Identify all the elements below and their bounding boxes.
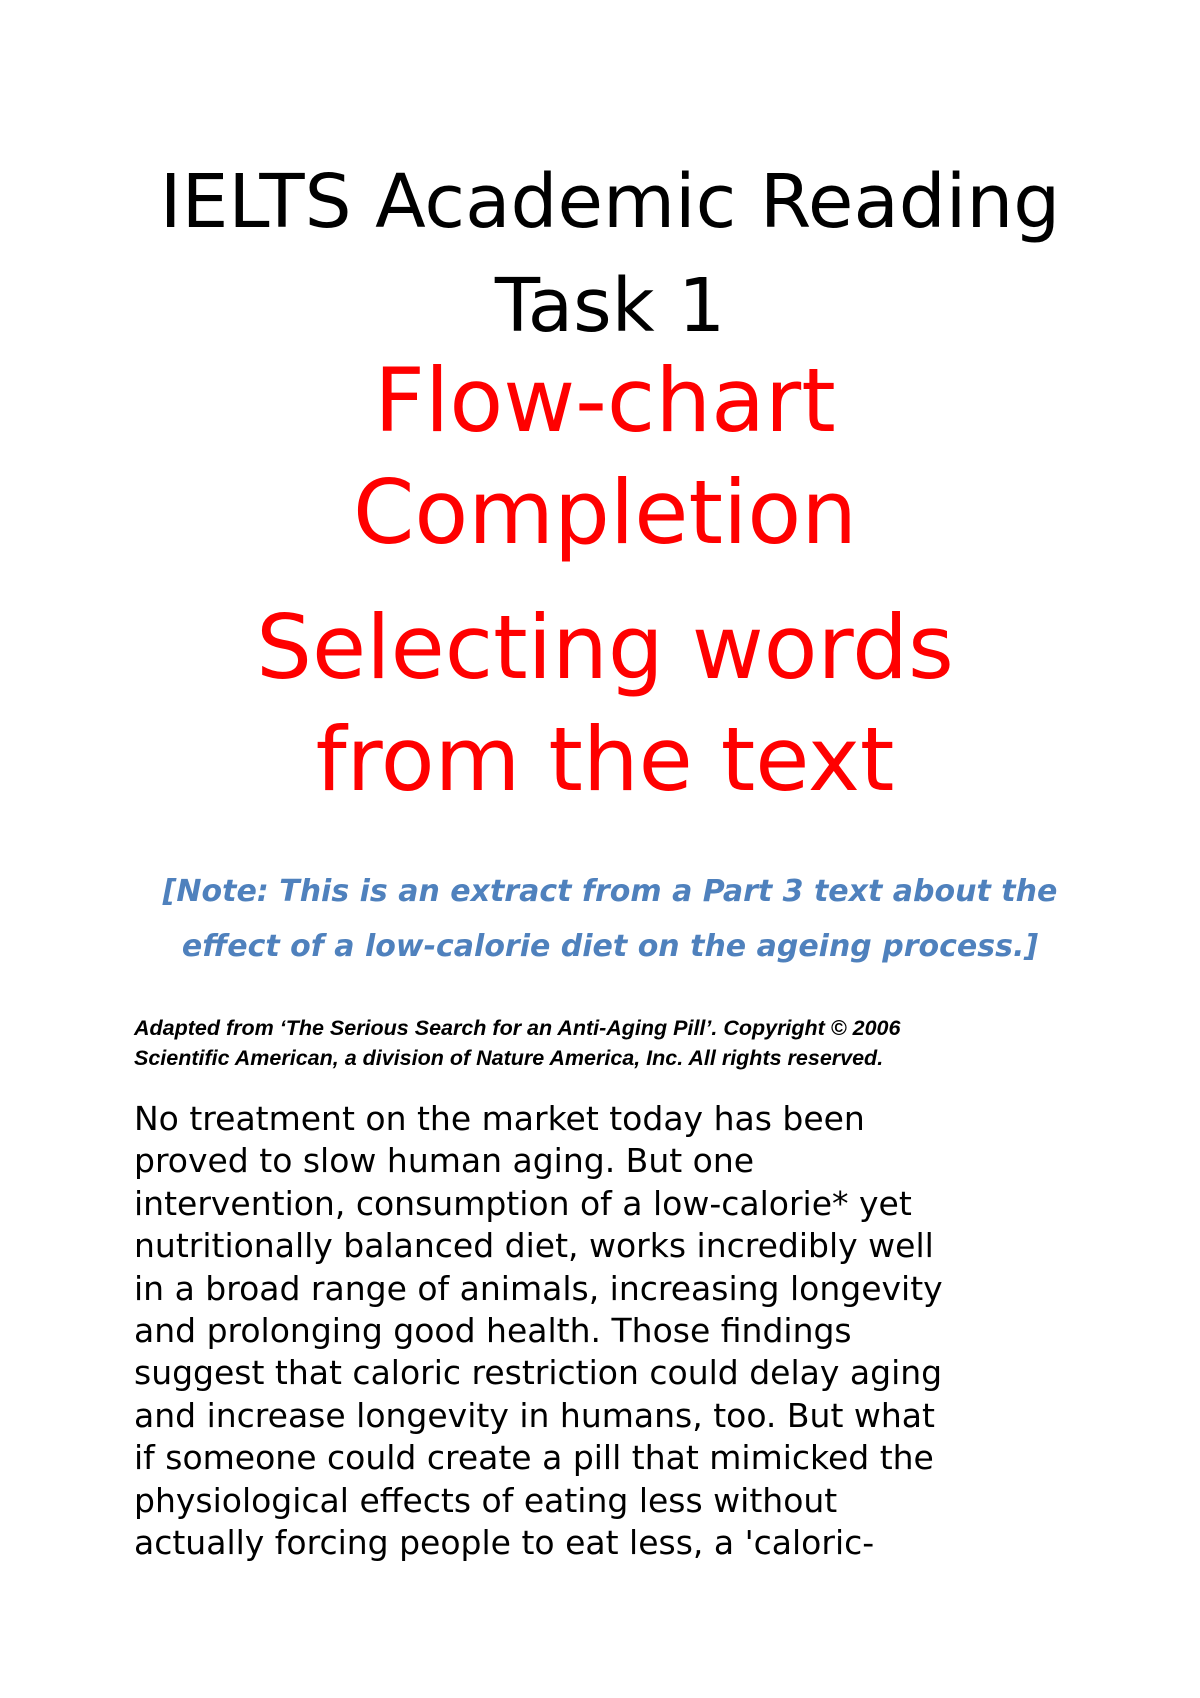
- source-attribution: [134, 1013, 1034, 1073]
- attribution-line-1: Adapted from ‘The Serious Search for an Anti-Aging Pill’. Copyright © 2006: [134, 1016, 901, 1040]
- passage-line: physiological effects of eating less without: [134, 1480, 838, 1520]
- page-title: [130, 150, 1090, 358]
- note-text: [135, 864, 1085, 974]
- passage-line: intervention, consumption of a low-calorie* yet: [134, 1183, 912, 1223]
- attribution-line-2: Scientific American, a division of Nature America, Inc. All rights reserved.: [134, 1046, 884, 1070]
- note-line-1: [Note: This is an extract from a Part 3 text about the: [162, 874, 1058, 909]
- subtitle-skill: [80, 592, 1130, 816]
- passage-line: and prolonging good health. Those findings: [134, 1311, 852, 1351]
- note-line-2: effect of a low-calorie diet on the ageing process.]: [181, 929, 1039, 964]
- subtitle-task-type-line-1: Flow-chart: [374, 349, 836, 452]
- passage-line: nutritionally balanced diet, works incredibly well: [134, 1226, 934, 1266]
- title-line-1: IELTS Academic Reading: [159, 159, 1061, 245]
- subtitle-skill-line-2: from the text: [315, 708, 895, 811]
- subtitle-skill-line-1: Selecting words: [256, 596, 954, 699]
- passage-line: actually forcing people to eat less, a 'caloric-: [134, 1523, 875, 1563]
- passage-line: if someone could create a pill that mimicked the: [134, 1438, 934, 1478]
- passage-line: in a broad range of animals, increasing longevity: [134, 1268, 943, 1308]
- subtitle-task-type: [80, 345, 1130, 569]
- reading-passage: [134, 1098, 1074, 1564]
- passage-line: proved to slow human aging. But one: [134, 1141, 755, 1181]
- title-line-2: Task 1: [494, 263, 726, 349]
- passage-line: No treatment on the market today has been: [134, 1099, 865, 1138]
- passage-line: and increase longevity in humans, too. But what: [134, 1395, 935, 1435]
- passage-line: suggest that caloric restriction could delay aging: [134, 1353, 943, 1393]
- subtitle-task-type-line-2: Completion: [352, 461, 858, 564]
